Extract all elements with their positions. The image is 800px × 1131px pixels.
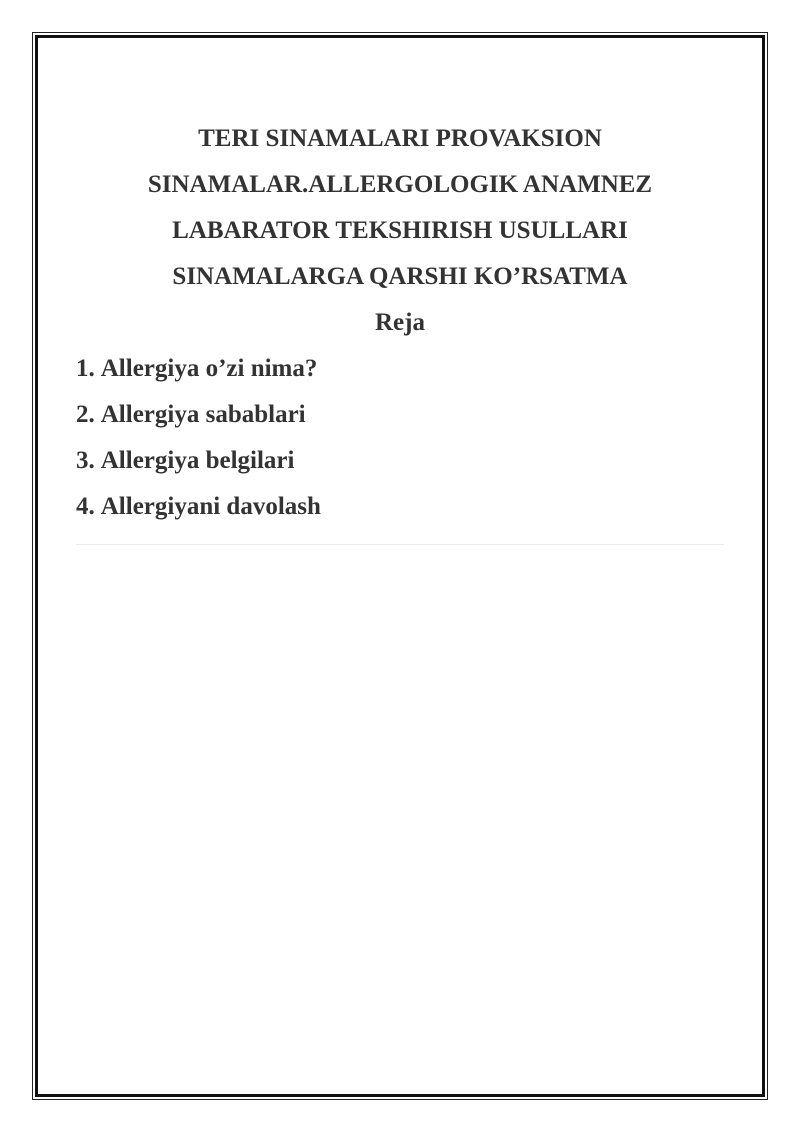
title-line: LABARATOR TEKSHIRISH USULLARI [172,217,628,244]
list-item [76,484,724,530]
list-item-number: 2. [76,401,95,428]
list-item-number: 4. [76,493,95,520]
plan-list [76,346,724,530]
title-line: TERI SINAMALARI PROVAKSION [198,125,602,152]
list-item-text: Allergiyani davolash [100,493,321,520]
document-title [76,116,724,300]
list-item [76,392,724,438]
list-item-text: Allergiya sabablari [100,401,306,428]
list-item [76,438,724,484]
list-item [76,346,724,392]
plan-heading: Reja [375,309,425,336]
list-item-text: Allergiya o’zi nima? [100,355,318,382]
title-line: SINAMALAR.ALLERGOLOGIK ANAMNEZ [147,171,653,198]
list-item-number: 1. [76,355,95,382]
document-content [76,116,724,530]
list-item-number: 3. [76,447,95,474]
list-item-text: Allergiya belgilari [100,447,295,474]
title-line: SINAMALARGA QARSHI KO’RSATMA [172,263,628,290]
divider [76,544,724,545]
